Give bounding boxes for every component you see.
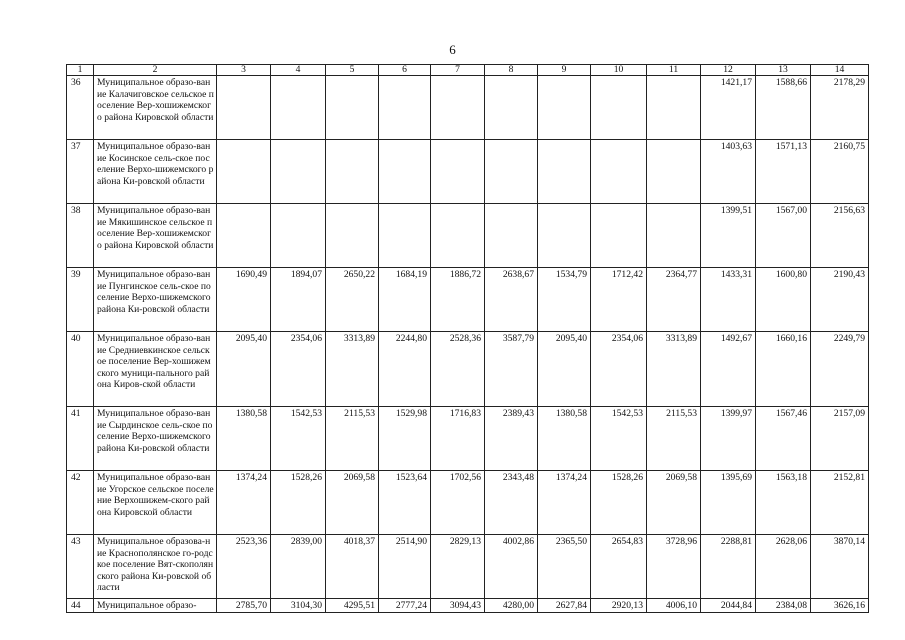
value-cell	[379, 76, 431, 140]
value-cell: 2157,09	[811, 407, 869, 471]
municipality-name: Муниципальное образо-вание Пунгинское сель-ское поселение Верхо-шижемского района Ки-ровской области	[94, 268, 217, 332]
value-cell: 1684,19	[379, 268, 431, 332]
value-cell: 1528,26	[271, 471, 326, 535]
value-cell: 1542,53	[591, 407, 647, 471]
value-cell: 3104,30	[271, 599, 326, 613]
value-cell	[647, 204, 701, 268]
row-number: 38	[67, 204, 94, 268]
value-cell: 1403,63	[701, 140, 756, 204]
value-cell: 2389,43	[485, 407, 538, 471]
value-cell: 1395,69	[701, 471, 756, 535]
value-cell: 3587,79	[485, 332, 538, 407]
value-cell: 4295,51	[326, 599, 379, 613]
value-cell: 2514,90	[379, 535, 431, 599]
value-cell: 2354,06	[591, 332, 647, 407]
column-header: 7	[431, 65, 485, 76]
value-cell: 2627,84	[538, 599, 591, 613]
value-cell	[326, 204, 379, 268]
value-cell: 1600,80	[756, 268, 811, 332]
value-cell: 1528,26	[591, 471, 647, 535]
table-row	[67, 140, 869, 204]
value-cell: 2364,77	[647, 268, 701, 332]
column-header: 5	[326, 65, 379, 76]
column-header: 10	[591, 65, 647, 76]
value-cell: 3313,89	[647, 332, 701, 407]
value-cell: 2650,22	[326, 268, 379, 332]
value-cell: 1886,72	[431, 268, 485, 332]
page-number: 6	[449, 42, 456, 57]
column-header: 3	[217, 65, 271, 76]
table-row	[67, 599, 869, 613]
column-header: 2	[94, 65, 217, 76]
value-cell: 1567,00	[756, 204, 811, 268]
value-cell: 2160,75	[811, 140, 869, 204]
column-number-row	[67, 65, 869, 76]
column-header: 1	[67, 65, 94, 76]
value-cell: 1529,98	[379, 407, 431, 471]
municipality-name: Муниципальное образо-	[94, 599, 217, 613]
value-cell: 3870,14	[811, 535, 869, 599]
value-cell: 2069,58	[326, 471, 379, 535]
value-cell: 1380,58	[538, 407, 591, 471]
value-cell: 3313,89	[326, 332, 379, 407]
value-cell	[217, 76, 271, 140]
value-cell: 1374,24	[217, 471, 271, 535]
table-row	[67, 76, 869, 140]
value-cell	[485, 76, 538, 140]
value-cell: 2528,36	[431, 332, 485, 407]
municipality-name: Муниципальное образо-вание Угорское сельское поселение Верхошижем-ского района Кировской области	[94, 471, 217, 535]
value-cell	[485, 140, 538, 204]
column-header: 11	[647, 65, 701, 76]
value-cell: 4280,00	[485, 599, 538, 613]
value-cell: 2069,58	[647, 471, 701, 535]
value-cell	[217, 204, 271, 268]
value-cell: 2178,29	[811, 76, 869, 140]
value-cell: 1690,49	[217, 268, 271, 332]
value-cell	[591, 140, 647, 204]
row-number: 39	[67, 268, 94, 332]
value-cell	[379, 204, 431, 268]
value-cell: 4006,10	[647, 599, 701, 613]
value-cell	[271, 204, 326, 268]
tariff-table	[66, 64, 869, 613]
value-cell: 1523,64	[379, 471, 431, 535]
municipality-name: Муниципальное образо-вание Мякишинское сельское поселение Вер-хошижемского района Кировской области	[94, 204, 217, 268]
value-cell	[647, 140, 701, 204]
table-row	[67, 332, 869, 407]
value-cell: 2829,13	[431, 535, 485, 599]
value-cell: 2343,48	[485, 471, 538, 535]
row-number: 42	[67, 471, 94, 535]
value-cell	[217, 140, 271, 204]
table-row	[67, 535, 869, 599]
value-cell	[431, 140, 485, 204]
value-cell	[591, 204, 647, 268]
value-cell	[647, 76, 701, 140]
value-cell: 2095,40	[538, 332, 591, 407]
column-header: 8	[485, 65, 538, 76]
value-cell	[538, 76, 591, 140]
value-cell: 4002,86	[485, 535, 538, 599]
row-number: 40	[67, 332, 94, 407]
row-number: 41	[67, 407, 94, 471]
value-cell: 1716,83	[431, 407, 485, 471]
table-row	[67, 204, 869, 268]
value-cell: 2156,63	[811, 204, 869, 268]
value-cell: 1563,18	[756, 471, 811, 535]
value-cell: 2523,36	[217, 535, 271, 599]
value-cell: 2920,13	[591, 599, 647, 613]
value-cell: 2638,67	[485, 268, 538, 332]
value-cell: 3094,43	[431, 599, 485, 613]
column-header: 14	[811, 65, 869, 76]
value-cell: 1380,58	[217, 407, 271, 471]
table-row	[67, 407, 869, 471]
table-row	[67, 471, 869, 535]
municipality-name: Муниципальное образо-вание Косинское сель-ское поселение Верхо-шижемского района Ки-ровской области	[94, 140, 217, 204]
value-cell: 2249,79	[811, 332, 869, 407]
value-cell: 1399,51	[701, 204, 756, 268]
value-cell: 1433,31	[701, 268, 756, 332]
value-cell	[431, 204, 485, 268]
column-header: 9	[538, 65, 591, 76]
value-cell: 4018,37	[326, 535, 379, 599]
row-number: 36	[67, 76, 94, 140]
value-cell: 1702,56	[431, 471, 485, 535]
row-number: 44	[67, 599, 94, 613]
value-cell: 3626,16	[811, 599, 869, 613]
value-cell: 1588,66	[756, 76, 811, 140]
value-cell	[271, 76, 326, 140]
value-cell: 2152,81	[811, 471, 869, 535]
value-cell: 2190,43	[811, 268, 869, 332]
value-cell: 1534,79	[538, 268, 591, 332]
value-cell: 2354,06	[271, 332, 326, 407]
column-header: 12	[701, 65, 756, 76]
row-number: 37	[67, 140, 94, 204]
value-cell: 1492,67	[701, 332, 756, 407]
table-row	[67, 268, 869, 332]
value-cell: 2288,81	[701, 535, 756, 599]
column-header: 6	[379, 65, 431, 76]
value-cell: 2095,40	[217, 332, 271, 407]
column-header: 4	[271, 65, 326, 76]
value-cell	[379, 140, 431, 204]
value-cell: 1374,24	[538, 471, 591, 535]
value-cell	[538, 204, 591, 268]
municipality-name: Муниципальное образо-вание Сырдинское сель-ское поселение Верхо-шижемского района Ки-ровской области	[94, 407, 217, 471]
value-cell: 1399,97	[701, 407, 756, 471]
value-cell: 1712,42	[591, 268, 647, 332]
municipality-name: Муниципальное образо-вание Средниевкинское сельское поселение Вер-хошижемского муници-пального района Киров-ской области	[94, 332, 217, 407]
value-cell	[485, 204, 538, 268]
value-cell: 2654,83	[591, 535, 647, 599]
value-cell: 2244,80	[379, 332, 431, 407]
value-cell: 1571,13	[756, 140, 811, 204]
value-cell: 1567,46	[756, 407, 811, 471]
value-cell	[591, 76, 647, 140]
value-cell: 1660,16	[756, 332, 811, 407]
value-cell	[538, 140, 591, 204]
value-cell: 2777,24	[379, 599, 431, 613]
value-cell: 2115,53	[647, 407, 701, 471]
value-cell: 1421,17	[701, 76, 756, 140]
value-cell: 1894,07	[271, 268, 326, 332]
value-cell: 2365,50	[538, 535, 591, 599]
value-cell: 3728,96	[647, 535, 701, 599]
value-cell: 2628,06	[756, 535, 811, 599]
value-cell: 2785,70	[217, 599, 271, 613]
municipality-name: Муниципальное образова-ние Краснополянское го-родское поселение Вят-скополянского района Ки-ровской области	[94, 535, 217, 599]
value-cell: 2839,00	[271, 535, 326, 599]
value-cell: 1542,53	[271, 407, 326, 471]
value-cell	[326, 140, 379, 204]
value-cell	[271, 140, 326, 204]
row-number: 43	[67, 535, 94, 599]
municipality-name: Муниципальное образо-вание Калачиговское сельское поселение Вер-хошижемского района Кировской области	[94, 76, 217, 140]
value-cell: 2044,84	[701, 599, 756, 613]
value-cell	[431, 76, 485, 140]
value-cell	[326, 76, 379, 140]
value-cell: 2384,08	[756, 599, 811, 613]
column-header: 13	[756, 65, 811, 76]
value-cell: 2115,53	[326, 407, 379, 471]
